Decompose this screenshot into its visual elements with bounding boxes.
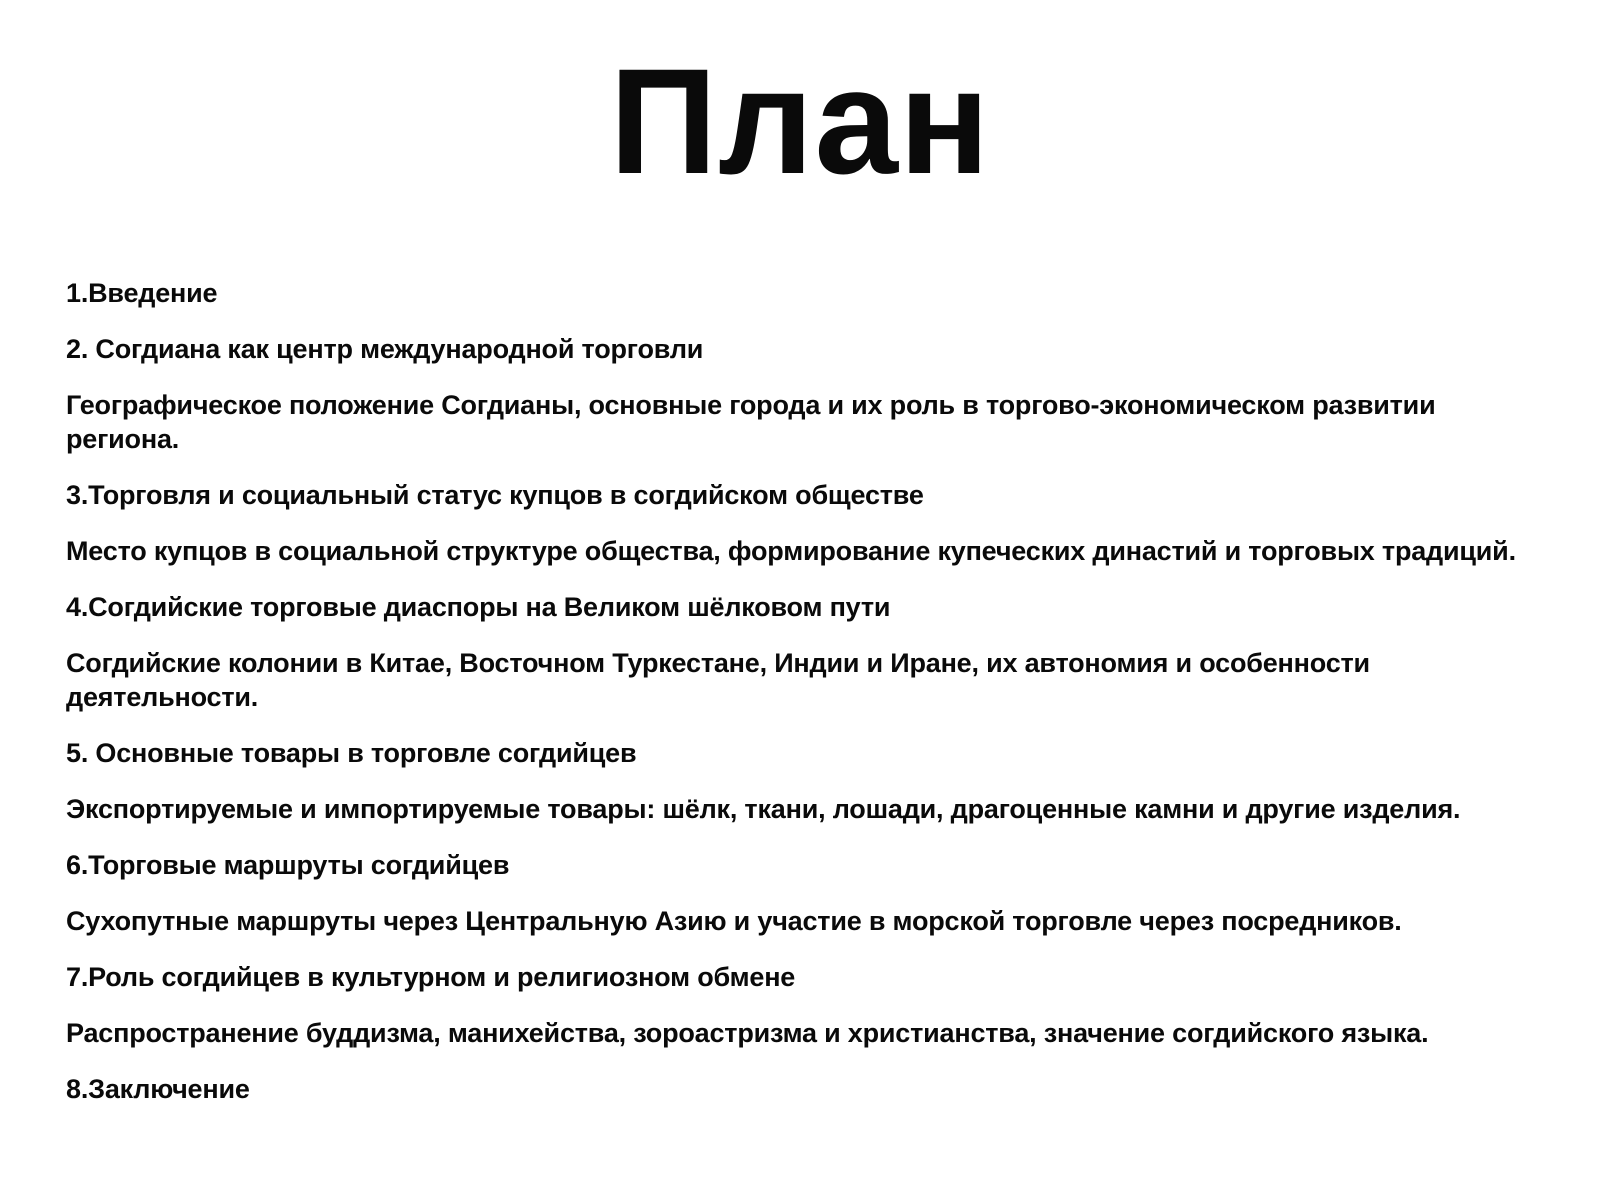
plan-item-2-description: Географическое положение Согдианы, основные города и их роль в торгово-экономическом развитии региона. — [66, 390, 1436, 454]
plan-item-8-heading: 8.Заключение — [66, 1074, 250, 1104]
plan-item-4-heading: 4.Согдийские торговые диаспоры на Великом шёлковом пути — [66, 592, 891, 622]
plan-item-4-description: Согдийские колонии в Китае, Восточном Туркестане, Индии и Иране, их автономия и особенности деятельности. — [66, 648, 1370, 712]
plan-item-7-heading: 7.Роль согдийцев в культурном и религиозном обмене — [66, 962, 796, 992]
plan-item-2-heading: 2. Согдиана как центр международной торговли — [66, 334, 704, 364]
plan-item-6-description: Сухопутные маршруты через Центральную Азию и участие в морской торговле через посредников. — [66, 906, 1402, 936]
plan-item-6-heading: 6.Торговые маршруты согдийцев — [66, 850, 510, 880]
plan-item-7-description: Распространение буддизма, манихейства, зороастризма и христианства, значение согдийского языка. — [66, 1018, 1429, 1048]
plan-item-1-heading: 1.Введение — [66, 278, 218, 308]
plan-item-5-heading: 5. Основные товары в торговле согдийцев — [66, 738, 637, 768]
plan-item-3-heading: 3.Торговля и социальный статус купцов в согдийском обществе — [66, 480, 924, 510]
plan-list — [66, 276, 1541, 1128]
slide-title: План — [609, 37, 991, 205]
plan-item-3-description: Место купцов в социальной структуре общества, формирование купеческих династий и торговых традиций. — [66, 536, 1516, 566]
plan-item-5-description: Экспортируемые и импортируемые товары: шёлк, ткани, лошади, драгоценные камни и другие изделия. — [66, 794, 1461, 824]
